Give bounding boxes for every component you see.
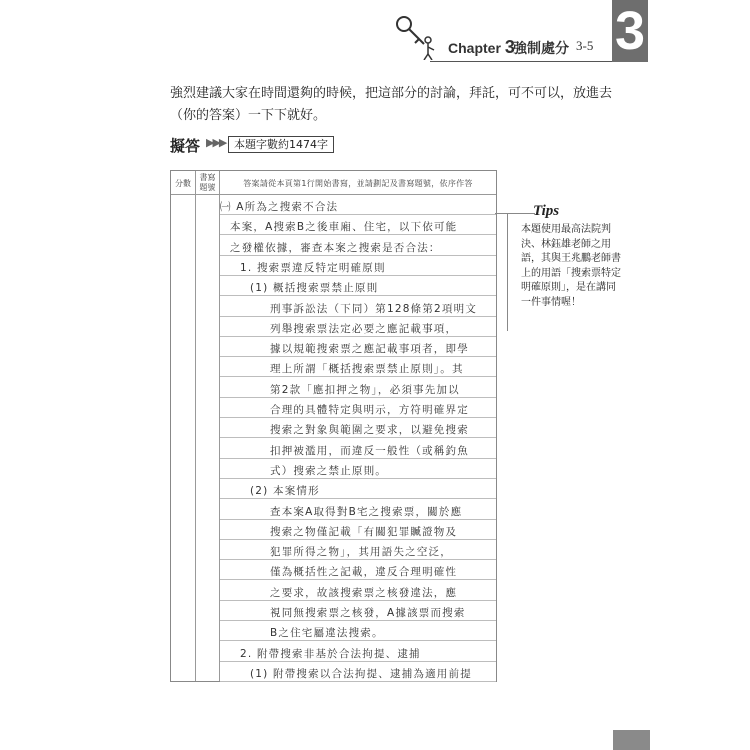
- column-divider: [195, 171, 196, 681]
- answer-line-text: B之住宅屬違法搜索。: [270, 627, 384, 640]
- ruled-line: [220, 579, 496, 580]
- answer-line-text: 式）搜索之禁止原則。: [270, 464, 387, 477]
- word-count-box: 本題字數約1474字: [228, 136, 334, 153]
- column-divider: [219, 171, 220, 681]
- ruled-line: [220, 255, 496, 256]
- chapter-tab-number: 3: [614, 1, 646, 61]
- intro-paragraph: 強烈建議大家在時間還夠的時候，把這部分的討論，拜託，可不可以，放進去（你的答案）一下下就好。: [170, 86, 613, 123]
- answer-line-text: (1) 概括搜索票禁止原則: [250, 282, 379, 295]
- tips-label: Tips: [533, 203, 560, 219]
- ruled-line: [220, 559, 496, 560]
- ruled-line: [220, 356, 496, 357]
- ruled-line: [220, 397, 496, 398]
- page-corner-block: [613, 730, 650, 750]
- ruled-line: [220, 640, 496, 641]
- ruled-line: [220, 234, 496, 235]
- tips-connector: [495, 213, 535, 214]
- answer-line-text: 本案，A搜索B之後車廂、住宅，以下依可能: [230, 221, 458, 234]
- ruled-line: [220, 600, 496, 601]
- ruled-line: [220, 620, 496, 621]
- answer-line-text: 僅為概括性之記載，違反合理明確性: [270, 566, 458, 579]
- tips-body: 本題使用最高法院判決、林鈺雄老師之用語，其與王兆鵬老師書上的用語「搜索票特定明確原則」，是在講同一件事情喔！: [521, 224, 621, 308]
- chapter-word: Chapter: [448, 40, 501, 56]
- answer-arrows-icon: ▶▶▶: [206, 136, 226, 149]
- ruled-line: [220, 275, 496, 276]
- ruled-line: [220, 295, 496, 296]
- answer-line-text: (2) 本案情形: [250, 485, 320, 498]
- chapter-label: [448, 37, 519, 58]
- ruled-line: [220, 539, 496, 540]
- ruled-line: [220, 214, 496, 215]
- ruled-line: [220, 458, 496, 459]
- answer-line-text: 據以規範搜索票之應記載事項者，即學: [270, 343, 469, 356]
- answer-line-text: 合理的具體特定與明示，方符明確界定: [270, 404, 469, 416]
- ruled-line: [220, 661, 496, 662]
- answer-line-text: 查本案A取得對B宅之搜索票，關於應: [270, 505, 463, 518]
- answer-heading: 擬答: [170, 137, 201, 155]
- answer-sheet: [170, 170, 497, 682]
- answer-line-text: 1. 搜索票違反特定明確原則: [240, 261, 386, 274]
- chapter-number: 3: [504, 37, 515, 57]
- chapter-title: 強制處分: [513, 41, 569, 57]
- answer-line-text: 之要求，故該搜索票之核發違法，應: [270, 586, 458, 599]
- chapter-tab: [612, 0, 648, 62]
- answer-line-text: 犯罪所得之物」，其用語失之空泛，: [270, 546, 452, 559]
- col-qno-label: 書寫題號: [199, 173, 216, 192]
- answer-line-text: 第2款「應扣押之物」，必須事先加以: [270, 383, 460, 396]
- tips-vertical-rule: [507, 213, 508, 331]
- answer-line-text: 搜索之物僅記載「有關犯罪贓證物及: [270, 525, 458, 538]
- page-number: 3-5: [576, 38, 594, 53]
- answer-line-text: 扣押被濫用，而違反一般性（或稱釣魚: [270, 444, 469, 457]
- answer-line-text: (1) 附帶搜索以合法拘提、逮捕為適用前提: [250, 667, 472, 680]
- ruled-line: [220, 417, 496, 418]
- ruled-line: [220, 519, 496, 520]
- ruled-line: [220, 498, 496, 499]
- col-score-label: 分數: [175, 179, 191, 188]
- header-rule: [430, 61, 630, 62]
- ruled-line: [220, 336, 496, 337]
- answer-line-text: 搜索之對象與範圍之要求，以避免搜索: [270, 424, 469, 437]
- ruled-line: [220, 376, 496, 377]
- col-instruction-label: 答案請從本頁第1行開始書寫，並請劃記及書寫題號，依序作答: [243, 179, 473, 188]
- answer-line-text: 理上所謂「概括搜索票禁止原則」。其: [270, 363, 464, 376]
- header-divider: [171, 194, 496, 195]
- answer-line-text: 2. 附帶搜索非基於合法拘提、逮捕: [240, 647, 421, 660]
- ruled-line: [220, 478, 496, 479]
- answer-line-text: 列舉搜索票法定必要之應記載事項，: [270, 322, 458, 335]
- answer-line-text: 之發權依據，審查本案之搜索是否合法：: [230, 241, 441, 254]
- ruled-line: [220, 316, 496, 317]
- answer-line-text: 刑事訴訟法（下同）第128條第2項明文: [270, 302, 478, 315]
- answer-line-text: ㈠ A所為之搜索不合法: [220, 201, 339, 213]
- ruled-line: [220, 681, 496, 682]
- answer-line-text: 視同無搜索票之核發，A據該票而搜索: [270, 607, 466, 619]
- ruled-line: [220, 437, 496, 438]
- key-figure-illustration: [392, 10, 438, 60]
